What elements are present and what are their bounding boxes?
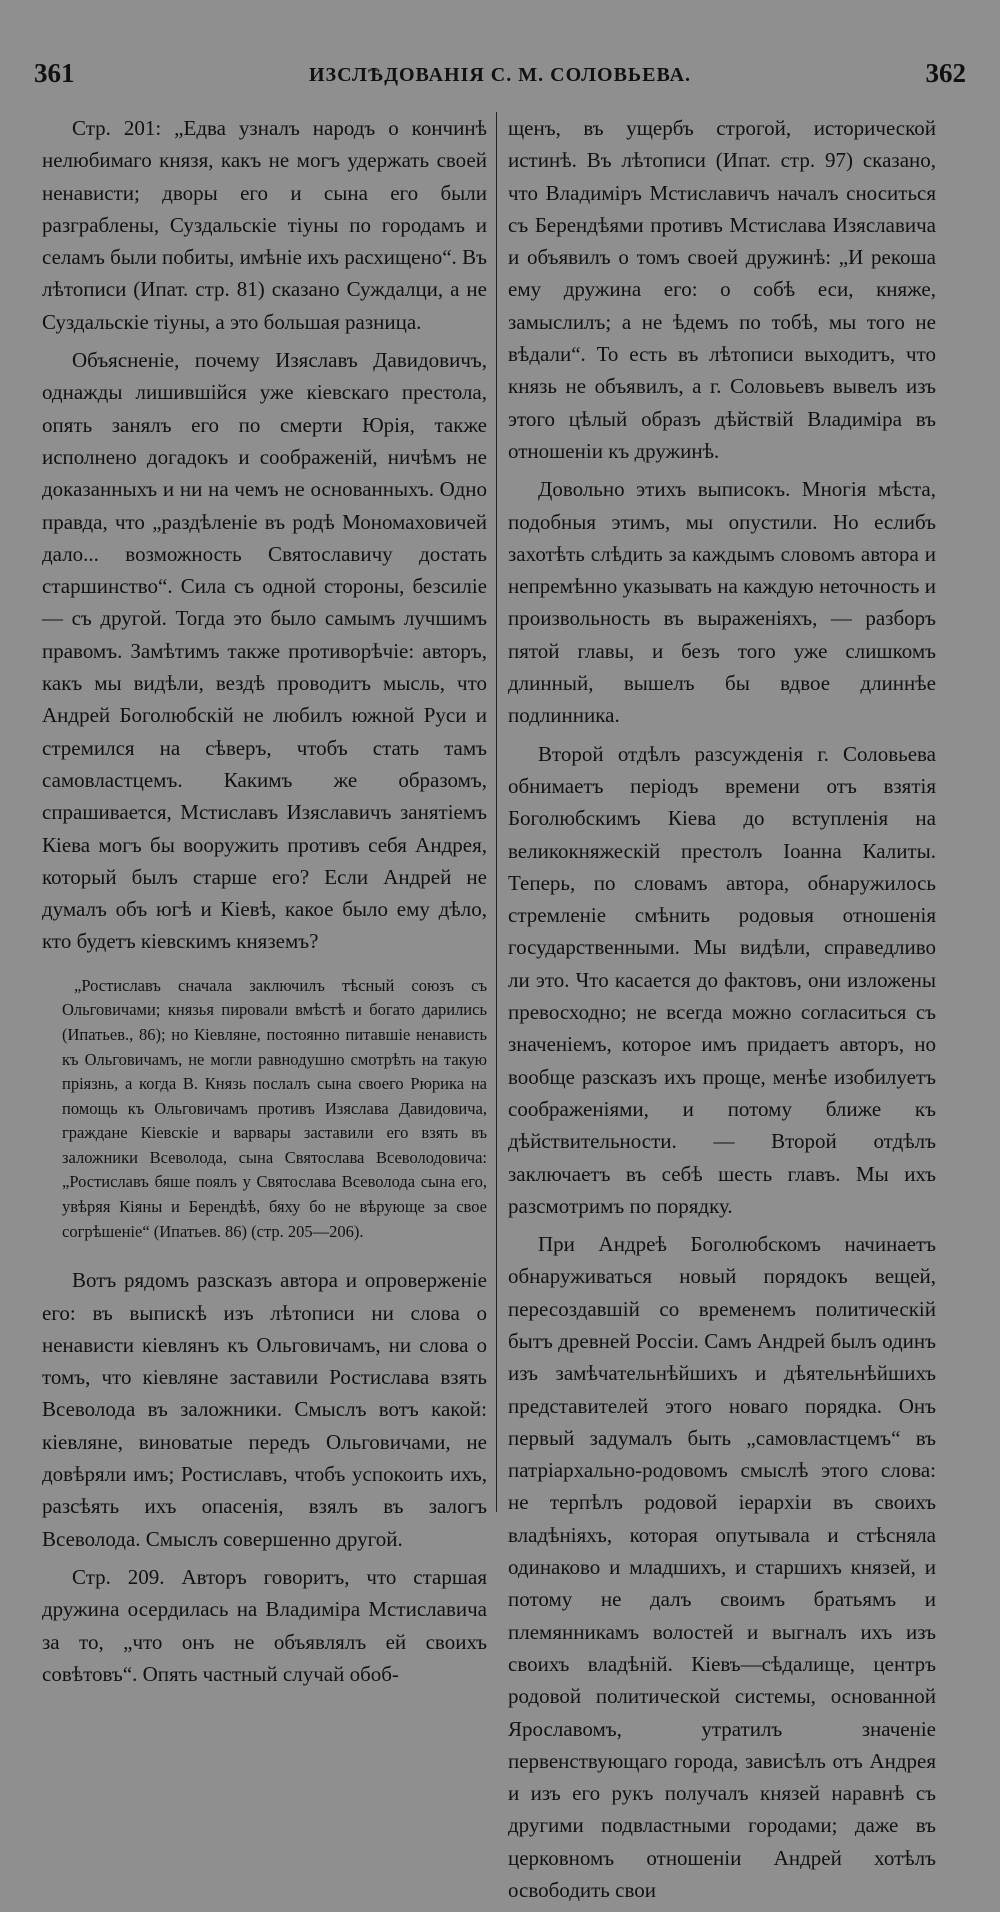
block-quote: „Ростиславъ сначала заключилъ тѣсный союзъ съ Ольговичами; князья пировали вмѣстѣ и богато дарились (Ипатьев., 86); но Кіевляне, постоянно питавшіе ненависть къ Ольговичамъ, не могли равнодушно смотрѣть на такую пріязнь, а когда В. Князь послалъ сына своего Рюрика на помощь къ Ольговичамъ противъ Изяслава Давидовича, граждане Кіевскіе и варвары заставили его взять въ заложники Всеволода, сына Святослава Всеволодовича: „Ростиславъ бяше поялъ у Святослава Всеволода сына его, увѣряя Кіяны и Берендѣѣ, бяху бо не вѣрующе за свое согрѣшеніе“ (Ипатьев. 86) (стр. 205—206). xyxy=(62,975,487,1241)
paragraph: Вотъ рядомъ разсказъ автора и опроверженіе его: въ выпискѣ изъ лѣтописи ни слова о ненависти кіевлянъ къ Ольговичамъ, ни слова о томъ, что кіевляне заставили Ростислава взять Всеволода въ заложники. Смыслъ вотъ какой: кіевляне, виноватые передъ Ольговичами, не довѣряли имъ; Ростиславъ, чтобъ успокоить ихъ, разсѣять ихъ опасенія, взялъ въ залогъ Всеволода. Смыслъ совершенно другой. xyxy=(42,1268,487,1551)
running-title: ИЗСЛѢДОВАНІЯ С. М. СОЛОВЬЕВА. xyxy=(308,64,692,86)
paragraph: Стр. 201: „Едва узналъ народъ о кончинѣ нелюбимаго князя, какъ не могъ удержать своей ненависти; дворы его и сына его были разграблены, Суздальскіе тіуны по городамъ и селамъ были побиты, имѣніе ихъ расхищено“. Въ лѣтописи (Ипат. стр. 81) сказано Суждалци, а не Суздальскіе тіуны, а это большая разница. xyxy=(42,116,487,334)
paragraph: Объясненіе, почему Изяславъ Давидовичъ, однажды лишившійся уже кіевскаго престола, опять занялъ его по смерти Юрія, также исполнено догадокъ и соображеній, ничѣмъ не доказанныхъ и ни на чемъ не основанныхъ. Одно правда, что „раздѣленіе въ родѣ Мономаховичей дало... возможность Святославичу достать старшинство“. Сила съ одной стороны, безсиліе — съ другой. Тогда это было самымъ лучшимъ правомъ. Замѣтимъ также противорѣчіе: авторъ, какъ мы видѣли, вездѣ проводитъ мысль, что Андрей Боголюбскій не любилъ южной Руси и стремился на сѣверъ, чтобъ стать тамъ самовластцемъ. Какимъ же образомъ, спрашивается, Мстиславъ Изяславичъ занятіемъ Кіева могъ бы вооружить противъ себя Андрея, который былъ старше его? Если Андрей не думалъ объ югѣ и Кіевѣ, какое было ему дѣло, кто будетъ кіевскимъ княземъ? xyxy=(42,348,487,954)
paragraph: При Андреѣ Боголюбскомъ начинаетъ обнаруживаться новый порядокъ вещей, пересоздавшій со временемъ политическій бытъ древней Россіи. Самъ Андрей былъ одинъ изъ замѣчательнѣйшихъ и дѣятельнѣйшихъ представителей этого новаго порядка. Онъ первый задумалъ быть „самовластцемъ“ въ патріархально-родовомъ смыслѣ этого слова: не терпѣлъ родовой іерархіи въ своихъ владѣніяхъ, которая опутывала и стѣсняла одинаково и младшихъ, и старшихъ князей, и потому не далъ своимъ братьямъ и племянникамъ волостей и выгналъ ихъ изъ своихъ владѣній. Кіевъ—сѣдалище, центръ родовой политической системы, основанной Ярославомъ, утратилъ значеніе первенствующаго города, зависѣлъ отъ Андрея и изъ его рукъ получалъ князей наравнѣ съ другими подвластными городами; даже въ церковномъ отношеніи Андрей хотѣлъ освободить свои xyxy=(508,1232,936,1903)
paragraph: Стр. 209. Авторъ говоритъ, что старшая дружина осердилась на Владиміра Мстиславича за то, „что онъ не объявлялъ ей своихъ совѣтовъ“. Опять частный случай обоб- xyxy=(42,1564,487,1686)
page-number-right: 362 xyxy=(925,58,966,88)
paragraph: Довольно этихъ выписокъ. Многія мѣста, подобныя этимъ, мы опустили. Но еслибъ захотѣть слѣдить за каждымъ словомъ автора и непремѣнно указывать на каждую неточность и произвольность въ выраженіяхъ, — разборъ пятой главы, и безъ того уже слишкомъ длинный, вышелъ бы вдвое длиннѣе подлинника. xyxy=(508,477,936,728)
paragraph: Второй отдѣлъ разсужденія г. Соловьева обнимаетъ періодъ времени отъ взятія Боголюбскимъ Кіева до вступленія на великокняжескій престолъ Іоанна Калиты. Теперь, по словамъ автора, обнаружилось стремленіе смѣнить родовыя отношенія государственными. Мы видѣли, справедливо ли это. Что касается до фактовъ, они изложены превосходно; не всегда можно согласиться съ значеніемъ, которое имъ придаетъ авторъ, но вообще разсказъ ихъ проще, менѣе изобилуетъ соображеніями, и потому ближе къ дѣйствительности. — Второй отдѣлъ заключаетъ въ себѣ шесть главъ. Мы ихъ разсмотримъ по порядку. xyxy=(508,741,936,1218)
page-number-left: 361 xyxy=(34,58,75,88)
paragraph-continued: щенъ, въ ущербъ строгой, исторической истинѣ. Въ лѣтописи (Ипат. стр. 97) сказано, что Владиміръ Мстиславичъ началъ сноситься съ Берендѣями противъ Мстислава Изяславича и объявилъ о томъ своей дружинѣ: „И рекоша ему дружина его: о собѣ еси, княже, замыслилъ; а не ѣдемъ по тобѣ, мы того не вѣдали“. То есть въ лѣтописи выходитъ, что князь не объявилъ, а г. Соловьевъ вывелъ изъ этого цѣлый образъ дѣйствій Владиміра въ отношеніи къ дружинѣ. xyxy=(508,116,936,463)
left-column xyxy=(42,112,487,1696)
right-column xyxy=(508,112,936,1912)
column-divider xyxy=(496,112,497,1512)
running-header xyxy=(34,58,966,98)
